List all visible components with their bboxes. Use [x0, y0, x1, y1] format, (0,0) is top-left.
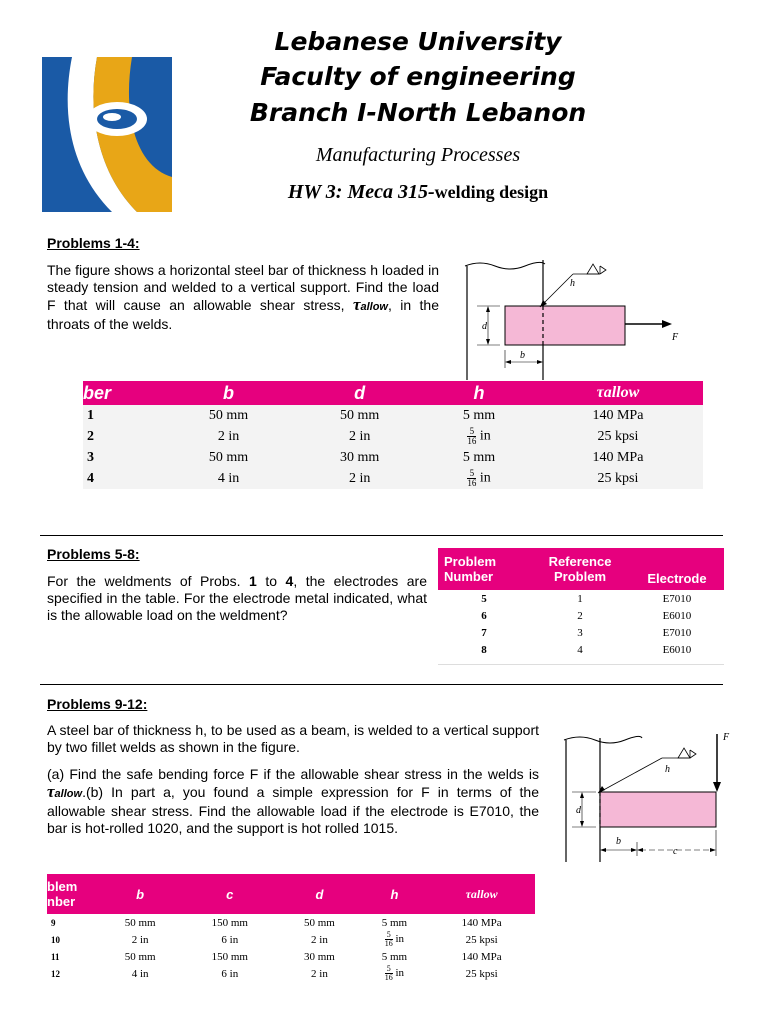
table-cell: 10	[51, 934, 60, 945]
table-cell: 50 mm	[124, 916, 156, 929]
table-cell: 2	[577, 609, 583, 622]
fig2-h-label: h	[665, 764, 670, 775]
table-cell: 2 in	[348, 470, 371, 486]
problems-5-8-body-b: to	[256, 573, 286, 589]
ref-1: 1	[249, 573, 257, 589]
table-cell: 50 mm	[124, 950, 156, 963]
fig2-force-label: F	[723, 732, 730, 743]
fig1-force-label: F	[672, 332, 679, 343]
table-cell: 2 in	[131, 933, 149, 946]
tau-symbol: τ	[47, 782, 55, 801]
table-header-row	[83, 381, 703, 405]
faculty-name: Faculty of engineering	[260, 62, 576, 91]
table-row	[47, 948, 535, 965]
table-header-cell: d	[294, 381, 425, 405]
table-cell: 2 in	[217, 428, 240, 444]
table-row	[438, 624, 724, 641]
fig1-d-label: d	[482, 321, 487, 332]
problems-1-4-body-end: , in the throats of the welds.	[47, 297, 440, 332]
table-cell: E7010	[662, 626, 692, 639]
table-cell: 7	[481, 626, 487, 639]
table-cell: 50 mm	[340, 407, 380, 423]
table-cell: 50 mm	[304, 916, 335, 929]
table-cell: 11	[51, 951, 60, 962]
table-header-row	[47, 874, 535, 914]
table-cell: 5 mm	[381, 916, 408, 929]
table-cell: 5	[481, 592, 487, 605]
table-row	[438, 641, 724, 658]
table-cell: 25 kpsi	[465, 967, 498, 980]
table-header-cell: h	[361, 874, 429, 914]
problems-1-4-title: Problems 1-4:	[47, 235, 140, 251]
table-cell: 140 MPa	[461, 950, 502, 963]
problems-9-12-title: Problems 9-12:	[47, 696, 148, 712]
table-cell: E6010	[662, 609, 692, 622]
table-row	[438, 590, 724, 607]
table-header-row	[438, 548, 724, 590]
table-cell: 2	[87, 428, 94, 444]
table-row	[47, 931, 535, 948]
table-row	[83, 426, 703, 447]
table-cell: 25 kpsi	[597, 428, 639, 444]
problems-1-4-text	[47, 262, 439, 333]
table-header-cell: c	[181, 874, 278, 914]
section-divider	[40, 684, 723, 685]
problems-9-12-body-b: .(b) In part a, you found a simple expression for F in terms of the allowable shear stress. Find the allowable load if the electrode is E7010, the bar is hot-rolled 1020, and the support is hot rolled 1015.	[47, 784, 539, 836]
table-cell: 25 kpsi	[597, 470, 639, 486]
problems-5-8-body-c: , the electrodes are specified in the table. For the electrode metal indicated, what is the allowable load on the weldment?	[47, 573, 427, 623]
tau-subscript: allow	[360, 301, 388, 313]
homework-title-tail: welding design	[434, 182, 549, 202]
table-cell: 4 in	[131, 967, 149, 980]
table-cell: 50 mm	[208, 449, 249, 465]
fig2-b-label: b	[616, 836, 621, 847]
table-cell: 5 mm	[462, 407, 496, 423]
fig1-h-label: h	[570, 278, 575, 289]
table-row	[83, 447, 703, 468]
table-cell: 150 mm	[211, 916, 248, 929]
problems-1-4-table	[83, 381, 703, 489]
problems-9-12-table	[47, 874, 535, 982]
table-cell: 6	[481, 609, 487, 622]
table-header-cell: τallow	[533, 381, 703, 405]
table-header-cell: d	[278, 874, 360, 914]
problems-9-12-text2	[47, 766, 539, 837]
problems-1-4-body: The figure shows a horizontal steel bar of thickness h loaded in steady tension and welded to a vertical support. Find the load F that will cause an allowable shear stress,	[47, 262, 439, 313]
university-name: Lebanese University	[274, 27, 562, 56]
section-divider	[40, 535, 723, 536]
homework-title	[200, 181, 636, 204]
table-cell: 5 mm	[462, 449, 496, 465]
table-row	[438, 607, 724, 624]
table-cell-fraction: $\frac{5}{16}$ in	[467, 468, 491, 488]
table-bottom-rule	[438, 664, 724, 665]
table-cell: 2 in	[311, 933, 328, 946]
problems-9-12-body-a: (a) Find the safe bending force F if the allowable shear stress in the welds is	[47, 766, 539, 782]
ref-4: 4	[285, 573, 294, 589]
homework-title-main: HW 3: Meca 315-	[287, 181, 435, 203]
table-cell: 3	[87, 449, 94, 465]
branch-name: Branch I-North Lebanon	[249, 98, 587, 127]
problems-5-8-text	[47, 573, 427, 624]
table-cell-fraction: $\frac{5}{16}$ in	[467, 426, 491, 446]
table-cell: 25 kpsi	[465, 933, 498, 946]
table-cell: 30 mm	[340, 449, 380, 465]
table-cell: 9	[51, 917, 56, 928]
table-row	[47, 965, 535, 982]
table-cell: 140 MPa	[461, 916, 502, 929]
tau-symbol: τ	[352, 295, 361, 314]
table-cell: 2 in	[311, 967, 328, 980]
table-cell-fraction: $\frac{5}{16}$ in	[384, 964, 405, 982]
table-header-cell: Reference Problem	[530, 548, 630, 590]
table-cell: 12	[51, 968, 60, 979]
university-logo	[42, 57, 172, 212]
problems-5-8-body-a: For the weldments of Probs.	[47, 573, 250, 589]
problems-9-12-text1: A steel bar of thickness h, to be used as a beam, is welded to a vertical support by two fillet welds as shown in the figure.	[47, 722, 539, 755]
table-cell: E7010	[662, 592, 692, 605]
table-cell: 5 mm	[381, 950, 408, 963]
table-cell: 6 in	[221, 967, 239, 980]
problems-5-8-title: Problems 5-8:	[47, 546, 140, 562]
tension-weld-figure	[460, 258, 690, 383]
table-cell: 50 mm	[208, 407, 249, 423]
table-cell: 150 mm	[211, 950, 248, 963]
table-cell: E6010	[662, 643, 692, 656]
table-row	[47, 914, 535, 931]
table-cell: 4	[577, 643, 583, 656]
table-cell: 140 MPa	[592, 449, 644, 465]
table-row	[83, 468, 703, 489]
table-header-cell: ber	[83, 381, 163, 405]
table-cell: 8	[481, 643, 487, 656]
table-cell: 3	[577, 626, 583, 639]
table-header-cell: b	[163, 381, 294, 405]
table-row	[83, 405, 703, 426]
table-header-cell: blem nber	[47, 874, 99, 914]
table-cell: 6 in	[221, 933, 239, 946]
table-header-cell: Problem Number	[438, 548, 530, 590]
course-title: Manufacturing Processes	[315, 144, 521, 166]
table-cell: 4	[87, 470, 94, 486]
table-header-cell: h	[425, 381, 533, 405]
table-cell: 30 mm	[304, 950, 335, 963]
table-cell: 140 MPa	[592, 407, 644, 423]
table-cell: 1	[577, 592, 583, 605]
fig2-c-label: c	[673, 846, 678, 857]
table-header-cell: τallow	[428, 874, 535, 914]
bending-weld-figure	[560, 730, 740, 870]
table-header-cell: Electrode	[630, 548, 724, 590]
fig1-b-label: b	[520, 350, 525, 361]
table-header-cell: b	[99, 874, 181, 914]
table-cell: 1	[87, 407, 94, 423]
tau-subscript: allow	[54, 788, 83, 800]
table-cell: 4 in	[217, 470, 240, 486]
fig2-d-label: d	[576, 805, 581, 816]
electrode-table	[438, 548, 724, 658]
table-cell: 2 in	[348, 428, 371, 444]
table-cell-fraction: $\frac{5}{16}$ in	[384, 930, 405, 948]
